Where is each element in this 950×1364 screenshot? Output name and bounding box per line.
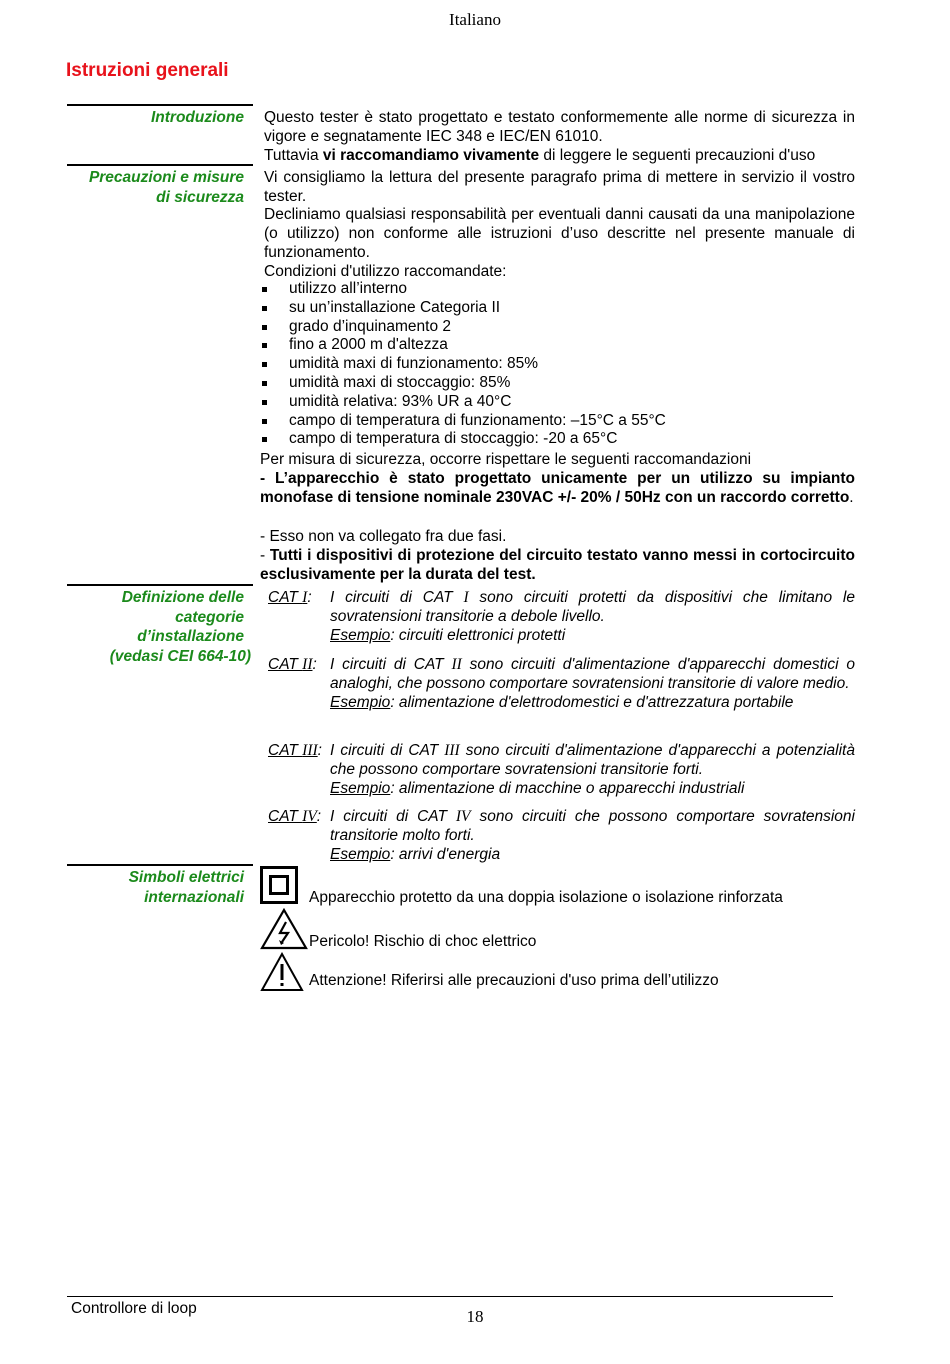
section-heading-introduction-label: Introduzione	[151, 109, 244, 126]
category-label: CAT II:	[268, 656, 317, 673]
safety-rule-3	[260, 546, 855, 585]
category-block-cat-4	[268, 807, 855, 864]
intro-recommendation	[264, 146, 855, 165]
intro-recommendation-post: di leggere le seguenti precauzioni d'uso	[539, 147, 816, 164]
header-language: Italiano	[449, 10, 501, 29]
list-item: umidità maxi di funzionamento: 85%	[262, 355, 855, 374]
footer-product-name: Controllore di loop	[71, 1300, 197, 1317]
category-block-cat-2	[268, 655, 855, 712]
list-item: umidità relativa: 93% UR a 40°C	[262, 393, 855, 412]
list-item: umidità maxi di stoccaggio: 85%	[262, 374, 855, 393]
category-description: I circuiti di CAT IV sono circuiti che possono comportare sovratensioni transitorie molto forti.	[330, 808, 855, 844]
conditions-list	[262, 280, 855, 449]
section-heading-categories-line2: categorie	[175, 608, 244, 626]
category-label: CAT IV:	[268, 808, 322, 825]
precautions-paragraph-1: Vi consigliamo la lettura del presente paragrafo prima di mettere in servizio il vostro tester.	[264, 169, 855, 205]
section-heading-precautions-line1: Precauzioni e misure	[88, 169, 244, 186]
section-heading-symbols-line2: internazionali	[144, 888, 244, 906]
symbol-description-electric-shock: Pericolo! Rischio di choc elettrico	[309, 933, 537, 950]
section-heading-categories	[67, 584, 253, 666]
category-example: Esempio: alimentazione di macchine o apparecchi industriali	[330, 780, 745, 797]
symbol-description-caution: Attenzione! Riferirsi alle precauzioni d'uso prima dell’utilizzo	[309, 972, 719, 989]
list-item: grado d’inquinamento 2	[262, 318, 855, 337]
electric-shock-warning-icon	[260, 908, 308, 955]
intro-recommendation-bold: vi raccomandiamo vivamente	[322, 147, 540, 164]
section-heading-symbols	[67, 864, 253, 907]
section-heading-categories-line3: d’installazione	[137, 628, 244, 645]
precautions-paragraph-2: Decliniamo qualsiasi responsabilità per eventuali danni causati da una manipolazione (o utilizzo) non conforme alle istruzioni d’uso descritte nel presente manuale di funzionamento.	[264, 206, 855, 261]
caution-warning-icon	[260, 952, 304, 997]
safety-rule-1-bold: - L’apparecchio è stato progettato unicamente per un utilizzo su impianto monofase di tensione nominale 230VAC +/- 20% / 50Hz con un raccordo corretto	[260, 470, 855, 507]
category-example: Esempio: circuiti elettronici protetti	[330, 627, 566, 644]
intro-recommendation-pre: Tuttavia	[264, 147, 323, 164]
category-label: CAT I:	[268, 589, 312, 606]
list-item: su un’installazione Categoria II	[262, 299, 855, 318]
list-item: campo di temperatura di stoccaggio: -20 a 65°C	[262, 430, 855, 449]
safety-rule-3-dash: -	[260, 547, 270, 564]
category-description: I circuiti di CAT III sono circuiti d'alimentazione d'apparecchi a potenzialità che possono comportare sovratensioni transitorie forti.	[330, 742, 855, 778]
section-heading-categories-line1: Definizione delle	[121, 589, 244, 606]
category-example: Esempio: alimentazione d'elettrodomestici e d'attrezzatura portabile	[330, 694, 794, 711]
section-heading-introduction	[67, 104, 253, 128]
precautions-conditions-heading: Condizioni d'utilizzo raccomandate:	[264, 263, 507, 280]
safety-rule-1-end: .	[849, 489, 854, 507]
category-block-cat-1	[268, 588, 855, 645]
section-heading-precautions	[67, 164, 253, 207]
list-item: utilizzo all’interno	[262, 280, 855, 299]
category-label: CAT III:	[268, 742, 322, 759]
list-item: campo di temperatura di funzionamento: –15°C a 55°C	[262, 412, 855, 431]
list-item: fino a 2000 m d'altezza	[262, 336, 855, 355]
safety-intro: Per misura di sicurezza, occorre rispettare le seguenti raccomandazioni	[260, 451, 752, 468]
category-description: I circuiti di CAT I sono circuiti protetti da dispositivi che limitano le sovratensioni transitorie a debole livello.	[330, 589, 855, 625]
safety-rule-3-bold: Tutti i dispositivi di protezione del circuito testato vanno messi in cortocircuito esclusivamente per la durata del test.	[260, 547, 855, 584]
safety-rule-2: - Esso non va collegato fra due fasi.	[260, 528, 507, 545]
page-number: 18	[466, 1307, 484, 1326]
section-heading-precautions-line2: di sicurezza	[156, 188, 244, 206]
footer-divider	[67, 1296, 833, 1297]
section-heading-symbols-line1: Simboli elettrici	[128, 869, 244, 886]
double-insulation-icon	[260, 866, 298, 909]
intro-paragraph: Questo tester è stato progettato e testato conformemente alle norme di sicurezza in vigore e segnatamente IEC 348 e IEC/EN 61010.	[264, 109, 855, 145]
category-block-cat-3	[268, 741, 855, 798]
symbol-description-double-insulation: Apparecchio protetto da una doppia isolazione o isolazione rinforzata	[309, 889, 783, 906]
page-title: Istruzioni generali	[66, 60, 229, 81]
category-example: Esempio: arrivi d'energia	[330, 846, 501, 863]
safety-rule-1	[260, 469, 855, 508]
section-heading-categories-line4: (vedasi CEI 664-10)	[109, 647, 251, 665]
category-description: I circuiti di CAT II sono circuiti d'alimentazione d'apparecchi domestici o analoghi, che possono comportare sovratensioni transitorie di valore medio.	[330, 656, 855, 692]
